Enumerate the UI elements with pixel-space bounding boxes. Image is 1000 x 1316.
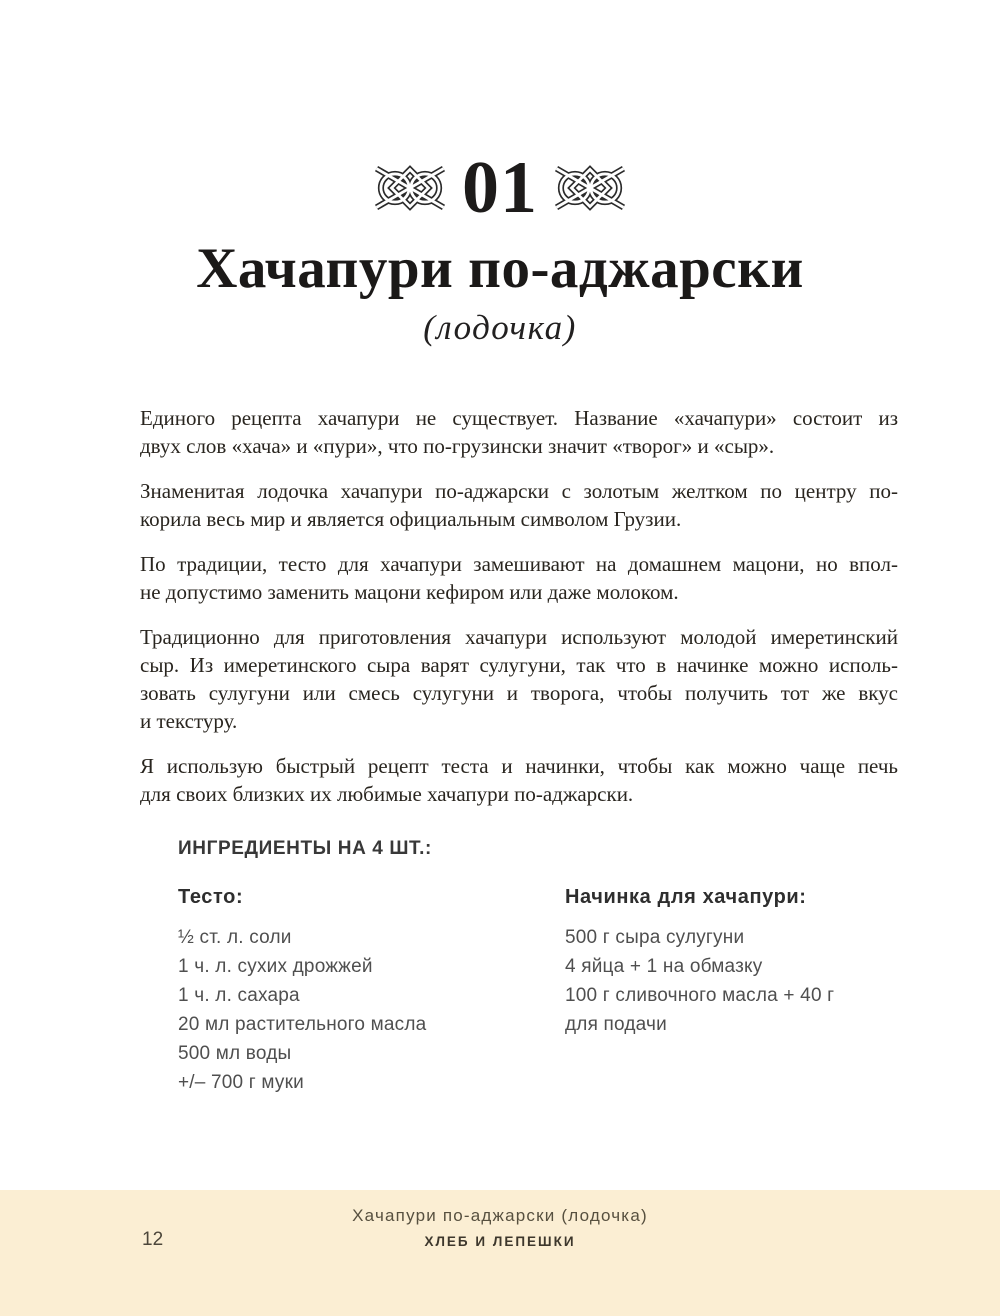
paragraph-line: Знаменитая лодочка хачапури по-аджарски с золотым желтком по центру по- <box>140 479 898 503</box>
ingredient-item: 100 г сливочного масла + 40 г <box>565 985 835 1006</box>
paragraph-line: Единого рецепта хачапури не существует. Название «хачапури» состоит из <box>140 406 898 430</box>
paragraph-line: сыр. Из имеретинского сыра варят сулугуни, так что в начинке можно исполь- <box>140 653 898 677</box>
chapter-number: 01 <box>462 147 538 229</box>
paragraph-line: корила весь мир и является официальным символом Грузии. <box>140 507 682 531</box>
paragraph-line: Традиционно для приготовления хачапури используют молодой имеретинский <box>140 625 898 649</box>
footer-recipe-name: Хачапури по-аджарски (лодочка) <box>352 1206 648 1225</box>
paragraph-line: По традиции, тесто для хачапури замешивают на домашнем мацони, но впол- <box>140 552 898 576</box>
celtic-knot-ornament-right-icon <box>553 160 627 216</box>
page-subtitle: (лодочка) <box>423 308 577 347</box>
paragraph-line: не допустимо заменить мацони кефиром или даже молоком. <box>140 580 679 604</box>
ingredient-item: 500 мл воды <box>178 1043 292 1064</box>
paragraph-line: Я использую быстрый рецепт теста и начинки, чтобы как можно чаще печь <box>140 754 898 778</box>
dough-ingredient-list <box>178 923 565 1097</box>
filling-column <box>565 886 910 1039</box>
celtic-knot-ornament-left-icon <box>373 160 447 216</box>
ingredient-item: 1 ч. л. сахара <box>178 985 300 1006</box>
paragraph <box>140 623 898 735</box>
page-number: 12 <box>142 1229 164 1250</box>
page-title: Хачапури по-аджарски <box>196 237 804 300</box>
ingredients-columns <box>178 886 918 1097</box>
ingredient-item: +/– 700 г муки <box>178 1072 304 1093</box>
paragraph-line: для своих близких их любимые хачапури по-аджарски. <box>140 782 634 806</box>
filling-ingredient-list <box>565 923 910 1039</box>
ingredient-item: 4 яйца + 1 на обмазку <box>565 956 763 977</box>
paragraph-line: и текстуру. <box>140 709 238 733</box>
footer-section-name: ХЛЕБ И ЛЕПЕШКИ <box>424 1234 576 1249</box>
ingredient-item: 20 мл растительного масла <box>178 1014 427 1035</box>
paragraph-line: зовать сулугуни или смесь сулугуни и творога, чтобы получить тот же вкус <box>140 681 898 705</box>
dough-column <box>178 886 565 1097</box>
paragraph <box>140 752 898 808</box>
ingredient-item: 1 ч. л. сухих дрожжей <box>178 956 373 977</box>
ingredients-section <box>178 838 918 1097</box>
intro-text <box>140 404 898 825</box>
ingredient-item: 500 г сыра сулугуни <box>565 927 745 948</box>
paragraph <box>140 477 898 533</box>
ingredients-label: ИНГРЕДИЕНТЫ НА 4 ШТ.: <box>178 838 432 859</box>
paragraph-line: двух слов «хача» и «пури», что по-грузински значит «творог» и «сыр». <box>140 434 775 458</box>
ingredient-item: ½ ст. л. соли <box>178 927 292 948</box>
dough-heading: Тесто: <box>178 886 244 908</box>
filling-heading: Начинка для хачапури: <box>565 886 807 908</box>
page-footer <box>0 1190 1000 1316</box>
ingredient-item: для подачи <box>565 1014 667 1035</box>
chapter-header <box>0 147 1000 229</box>
paragraph <box>140 404 898 460</box>
paragraph <box>140 550 898 606</box>
